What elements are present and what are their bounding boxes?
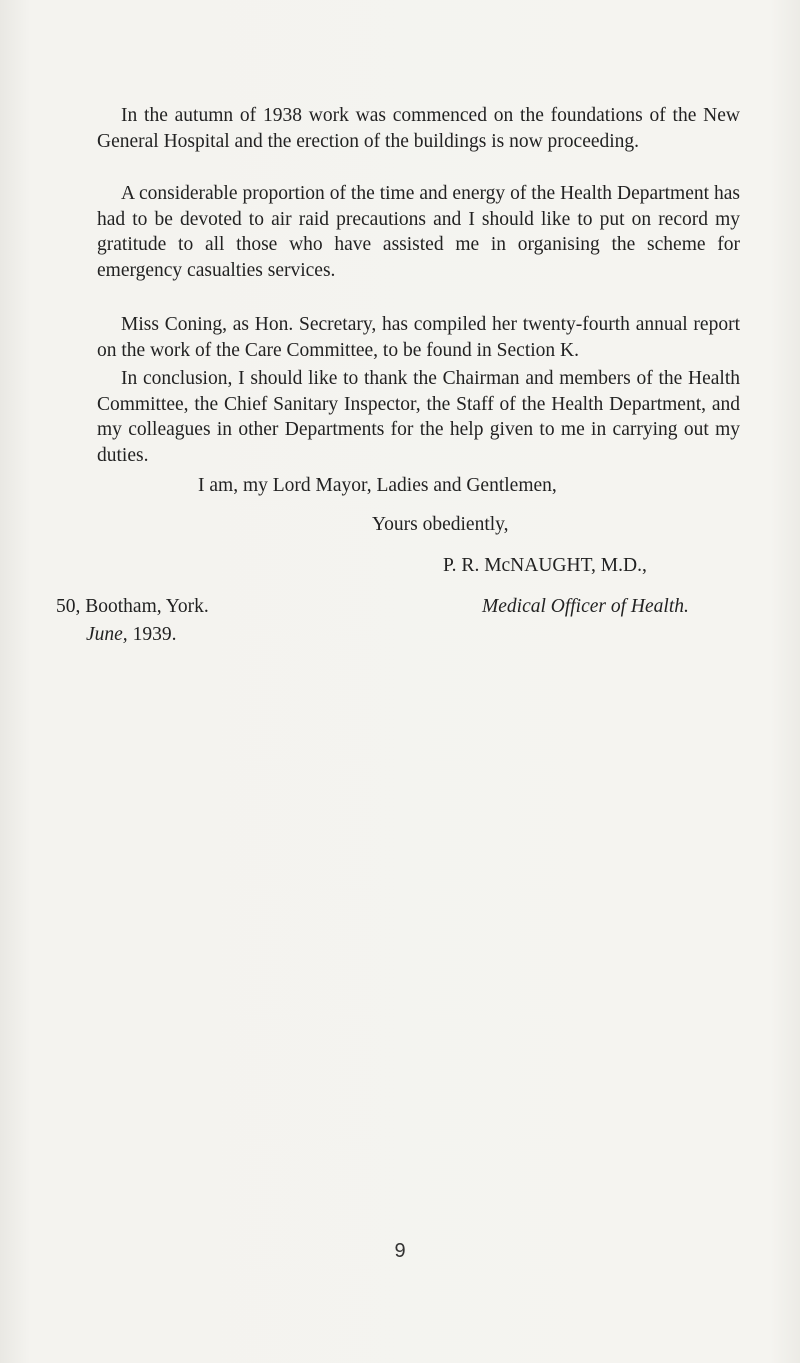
paragraph-hospital	[97, 103, 740, 154]
letter-valediction: Yours obediently,	[372, 514, 509, 535]
page-number: 9	[394, 1240, 406, 1262]
paragraph-care-committee-text: Miss Coning, as Hon. Secretary, has compiled her twenty-fourth annual report on the work of the Care Committee, to be found in Section K.	[97, 314, 740, 361]
paragraph-air-raid-text: A considerable proportion of the time and energy of the Health Department has had to be devoted to air raid precautions and I should like to put on record my gratitude to all those who have assisted me in organising the scheme for emergency casualties services.	[97, 183, 740, 281]
sender-address: 50, Bootham, York.	[56, 596, 209, 617]
letter-closing: I am, my Lord Mayor, Ladies and Gentlemen,	[198, 475, 557, 496]
paragraph-air-raid	[97, 181, 740, 283]
letter-date-month: June,	[86, 624, 128, 645]
signatory-name: P. R. McNAUGHT, M.D.,	[443, 555, 647, 576]
paragraph-conclusion-text: In conclusion, I should like to thank the Chairman and members of the Health Committee, the Chief Sanitary Inspector, the Staff of the Health Department, and my colleagues in other Departments for the help given to me in carrying out my duties.	[97, 368, 740, 466]
paragraph-care-committee	[97, 312, 740, 363]
signatory-title: Medical Officer of Health.	[482, 596, 689, 617]
paragraph-hospital-text: In the autumn of 1938 work was commenced on the foundations of the New General Hospital and the erection of the buildings is now proceeding.	[97, 105, 740, 152]
paragraph-conclusion	[97, 366, 740, 468]
letter-date	[86, 623, 176, 647]
letter-date-year: 1939.	[132, 624, 177, 645]
